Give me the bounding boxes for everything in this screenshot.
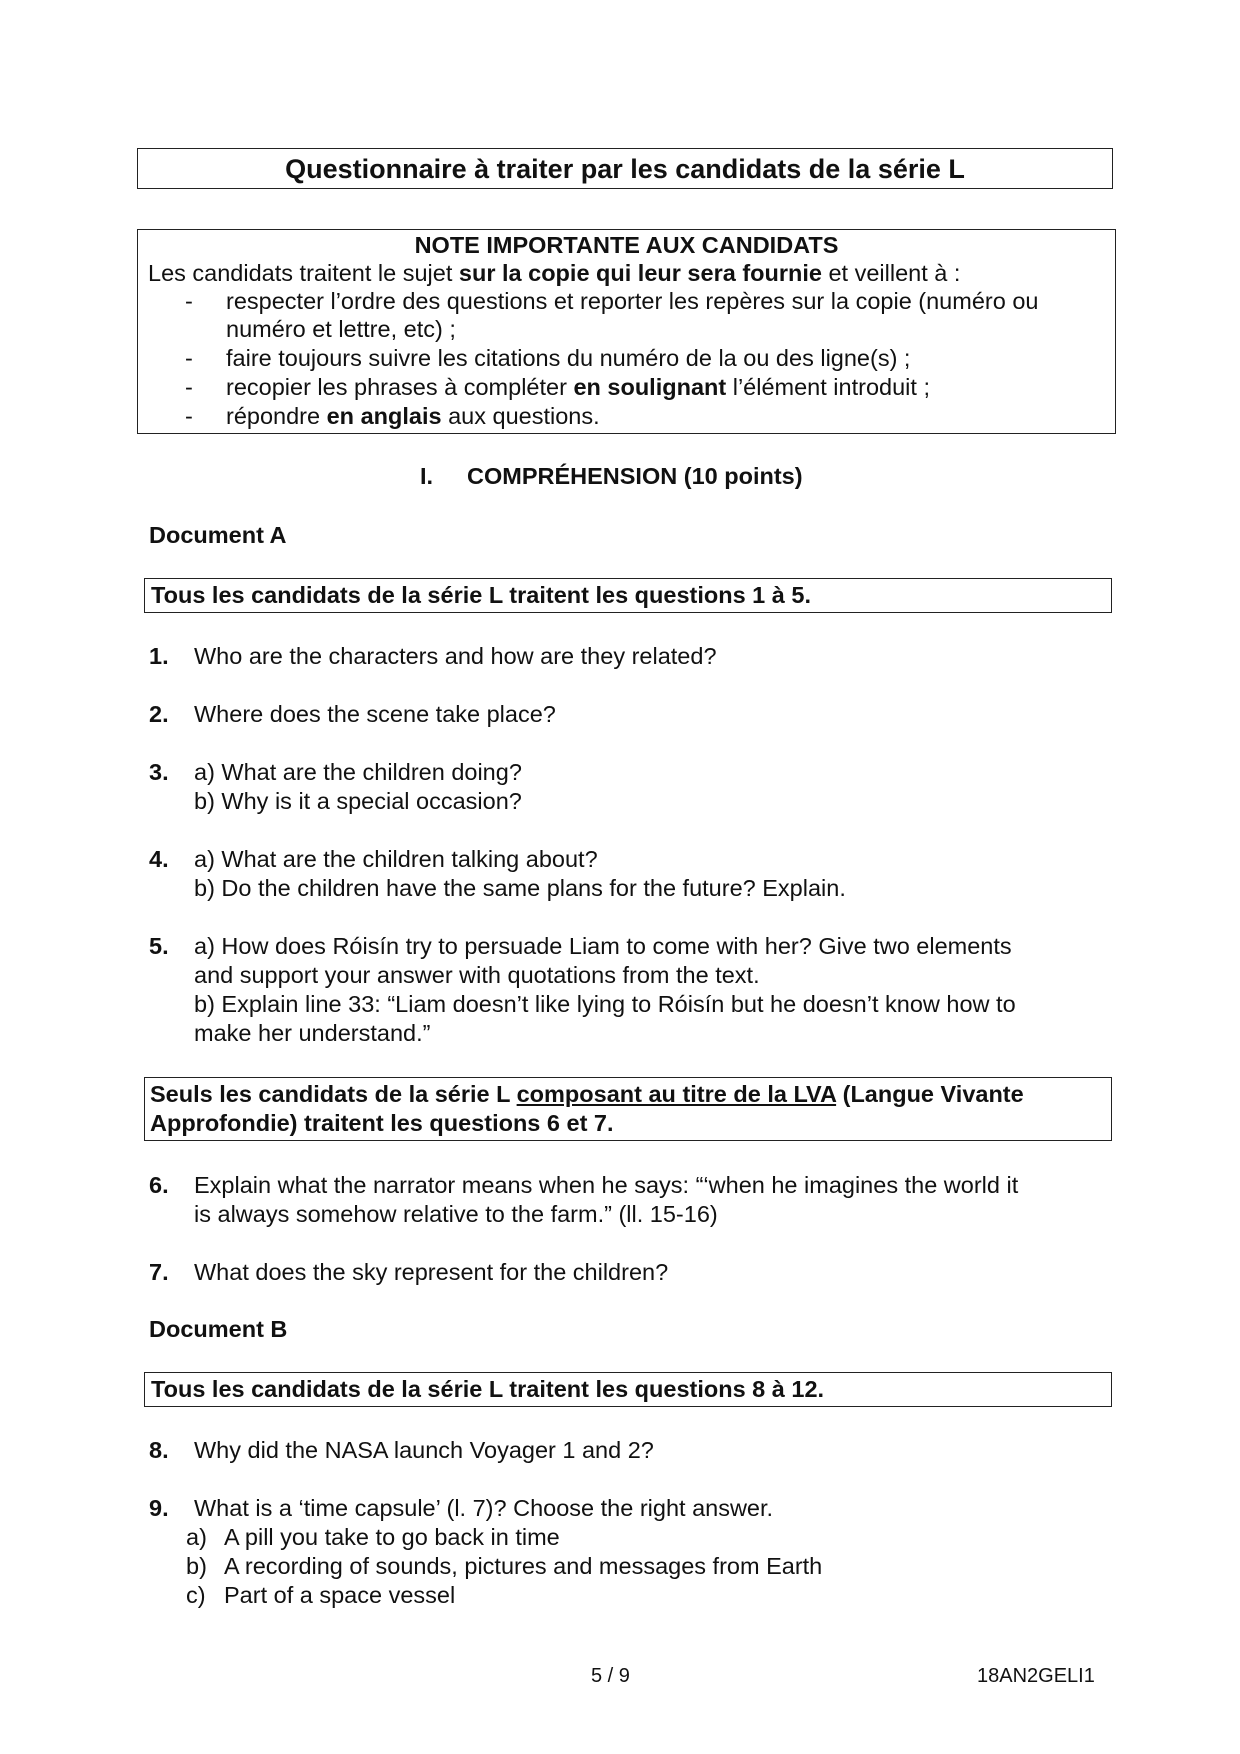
lva-instruction-box	[144, 1077, 1112, 1141]
page-number: 5 / 9	[591, 1665, 630, 1687]
question-8-text: Why did the NASA launch Voyager 1 and 2?	[194, 1437, 654, 1463]
note-item-4-pre: répondre	[226, 403, 327, 429]
question-4-number: 4.	[149, 846, 169, 872]
note-item-2: faire toujours suivre les citations du numéro de la ou des ligne(s) ;	[226, 345, 911, 371]
page-title: Questionnaire à traiter par les candidats de la série L	[285, 154, 965, 184]
document-a-instruction: Tous les candidats de la série L traitent les questions 1 à 5.	[151, 582, 811, 608]
question-5-b-line-2: make her understand.”	[194, 1020, 431, 1046]
note-item-3	[226, 374, 930, 401]
note-item-4	[226, 403, 600, 430]
note-intro-post: et veillent à :	[821, 260, 961, 286]
question-9-option-b-text: A recording of sounds, pictures and messages from Earth	[224, 1553, 823, 1579]
question-7-number: 7.	[149, 1259, 169, 1285]
question-3-b: b) Why is it a special occasion?	[194, 788, 522, 814]
note-item-1-line-1: respecter l’ordre des questions et reporter les repères sur la copie (numéro ou	[226, 288, 1039, 314]
document-b-label: Document B	[149, 1316, 288, 1342]
note-dash-2: -	[185, 345, 193, 371]
note-dash-3: -	[185, 374, 193, 400]
section-title: COMPRÉHENSION (10 points)	[467, 463, 803, 489]
question-2-number: 2.	[149, 701, 169, 727]
question-9-number: 9.	[149, 1495, 169, 1521]
note-intro-bold: sur la copie qui leur sera fournie	[458, 260, 822, 286]
note-item-3-pre: recopier les phrases à compléter	[226, 374, 574, 400]
note-item-1-line-2: numéro et lettre, etc) ;	[226, 316, 456, 342]
question-7-text: What does the sky represent for the children?	[194, 1259, 669, 1285]
question-9-text: What is a ‘time capsule’ (l. 7)? Choose the right answer.	[194, 1495, 774, 1521]
question-6-line-2: is always somehow relative to the farm.” (ll. 15-16)	[194, 1201, 718, 1227]
question-8-number: 8.	[149, 1437, 169, 1463]
note-intro-pre: Les candidats traitent le sujet	[148, 260, 459, 286]
note-box	[137, 229, 1116, 434]
note-item-3-post: l’élément introduit ;	[726, 374, 930, 400]
note-dash-1: -	[185, 288, 193, 314]
question-5-b-line-1: b) Explain line 33: “Liam doesn’t like lying to Róisín but he doesn’t know how to	[194, 991, 1016, 1017]
question-6-number: 6.	[149, 1172, 169, 1198]
note-heading: NOTE IMPORTANTE AUX CANDIDATS	[414, 232, 839, 258]
question-3-a: a) What are the children doing?	[194, 759, 522, 785]
lva-instruction-line-2: Approfondie) traitent les questions 6 et 7.	[150, 1110, 614, 1136]
question-2-text: Where does the scene take place?	[194, 701, 556, 727]
question-9-option-b-letter: b)	[186, 1553, 207, 1579]
document-code: 18AN2GELI1	[977, 1665, 1095, 1687]
note-item-3-bold: en soulignant	[573, 374, 727, 400]
lva-instruction-line-1	[150, 1081, 1024, 1108]
document-a-instruction-box	[144, 578, 1112, 613]
note-item-4-bold: en anglais	[326, 403, 442, 429]
document-b-instruction-box	[144, 1372, 1112, 1407]
document-b-instruction: Tous les candidats de la série L traitent les questions 8 à 12.	[151, 1376, 825, 1402]
note-item-4-post: aux questions.	[441, 403, 600, 429]
question-9-option-a-text: A pill you take to go back in time	[224, 1524, 560, 1550]
question-9-option-a-letter: a)	[186, 1524, 207, 1550]
question-5-a-line-1: a) How does Róisín try to persuade Liam to come with her? Give two elements	[194, 933, 1012, 959]
question-9-option-c-text: Part of a space vessel	[224, 1582, 456, 1608]
lva-instruction-pre: Seuls les candidats de la série L	[150, 1081, 517, 1107]
note-dash-4: -	[185, 403, 193, 429]
document-a-label: Document A	[149, 522, 287, 548]
question-3-number: 3.	[149, 759, 169, 785]
question-1-number: 1.	[149, 643, 169, 669]
question-4-a: a) What are the children talking about?	[194, 846, 598, 872]
section-numeral: I.	[420, 463, 434, 489]
question-4-b: b) Do the children have the same plans for the future? Explain.	[194, 875, 846, 901]
lva-instruction-post: (Langue Vivante	[836, 1081, 1024, 1107]
question-1-text: Who are the characters and how are they related?	[194, 643, 717, 669]
question-5-number: 5.	[149, 933, 169, 959]
question-6-line-1: Explain what the narrator means when he says: “‘when he imagines the world it	[194, 1172, 1019, 1198]
question-5-a-line-2: and support your answer with quotations from the text.	[194, 962, 760, 988]
lva-instruction-underlined: composant au titre de la LVA	[516, 1081, 837, 1107]
question-9-option-c-letter: c)	[186, 1582, 206, 1608]
title-box	[137, 148, 1113, 189]
note-intro	[148, 260, 960, 287]
